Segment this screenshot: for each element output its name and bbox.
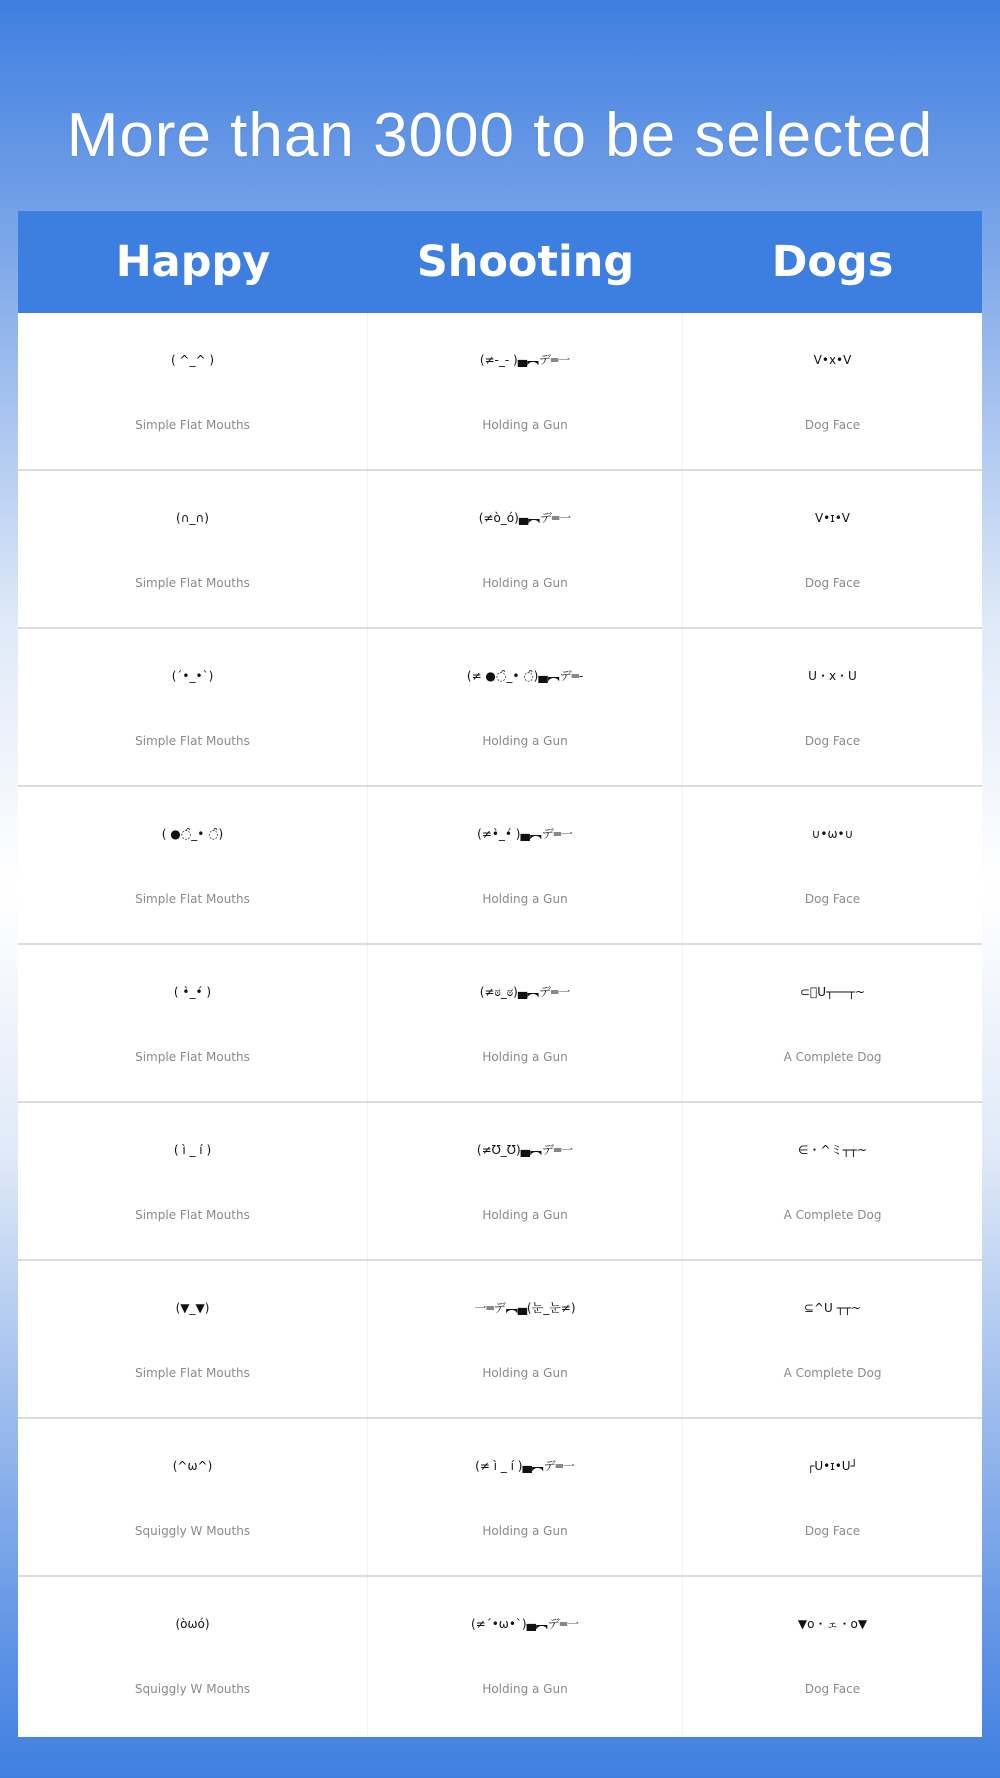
emoticon-cell[interactable]	[683, 1103, 982, 1259]
emoticon-cell[interactable]	[18, 1419, 368, 1575]
headline: More than 3000 to be selected	[66, 101, 934, 170]
emoticon-caption: Dog Face	[804, 892, 861, 906]
emoticon-cell[interactable]	[368, 1103, 683, 1259]
emoticon-cell[interactable]	[368, 945, 683, 1101]
emoticon-caption: Squiggly W Mouths	[134, 1524, 251, 1538]
column-header-shooting[interactable]: Shooting	[416, 237, 635, 287]
emoticon-caption: Simple Flat Mouths	[135, 734, 250, 748]
table-row	[18, 945, 982, 1103]
emoticon-caption: Dog Face	[804, 418, 861, 432]
emoticon-cell[interactable]	[683, 787, 982, 943]
table-row	[18, 1261, 982, 1419]
emoticon-cell[interactable]	[368, 471, 683, 627]
emoticon: (≠ ●◌̑_• ◌̑)▄︻デ═-	[466, 669, 584, 683]
emoticon-cell[interactable]	[683, 629, 982, 785]
emoticon: ( ^_^ )	[170, 353, 215, 367]
emoticon-cell[interactable]	[368, 629, 683, 785]
emoticon: V•ɪ•V	[814, 511, 851, 525]
emoticon: ∈・^ミ┬┬~	[797, 1143, 867, 1157]
emoticon-cell[interactable]	[683, 1577, 982, 1735]
table-row	[18, 1577, 982, 1735]
emoticon-caption: Simple Flat Mouths	[135, 1208, 250, 1222]
emoticon-cell[interactable]	[683, 945, 982, 1101]
table-row	[18, 629, 982, 787]
emoticon-cell[interactable]	[18, 1261, 368, 1417]
emoticon-caption: Simple Flat Mouths	[135, 1366, 250, 1380]
emoticon: ( ì _ í )	[173, 1143, 212, 1157]
emoticon-caption: Dog Face	[804, 734, 861, 748]
emoticon-caption: Holding a Gun	[482, 1524, 568, 1538]
emoticon: ( •̀_•́ )	[173, 985, 212, 999]
emoticon: V•x•V	[813, 353, 852, 367]
emoticon-cell[interactable]	[18, 313, 368, 469]
table-row	[18, 1419, 982, 1577]
emoticon-caption: Holding a Gun	[482, 576, 568, 590]
emoticon-caption: Simple Flat Mouths	[135, 576, 250, 590]
emoticon-cell[interactable]	[18, 945, 368, 1101]
emoticon: 一═デ︻▄(눈_눈≠)	[474, 1301, 576, 1315]
emoticon-cell[interactable]	[18, 629, 368, 785]
emoticon: ⊂ﾟU┬──┬~	[800, 985, 865, 999]
emoticon: (´•_•`)	[171, 669, 214, 683]
table-row	[18, 1103, 982, 1261]
emoticon-cell[interactable]	[368, 313, 683, 469]
table-row	[18, 471, 982, 629]
emoticon-caption: Dog Face	[804, 576, 861, 590]
emoticon-cell[interactable]	[368, 787, 683, 943]
emoticon-caption: Holding a Gun	[482, 734, 568, 748]
emoticon: ▼o・ェ・o▼	[797, 1617, 868, 1631]
emoticon-cell[interactable]	[18, 471, 368, 627]
emoticon-caption: A Complete Dog	[783, 1050, 882, 1064]
emoticon-caption: Simple Flat Mouths	[135, 892, 250, 906]
emoticon: (≠Ʊ_Ʊ)▄︻デ═一	[476, 1143, 574, 1157]
emoticon-cell[interactable]	[683, 471, 982, 627]
emoticon-cell[interactable]	[368, 1577, 683, 1735]
emoticon: (≠ಠ_ಠ)▄︻デ═一	[479, 985, 571, 999]
emoticon-table	[18, 211, 982, 1737]
emoticon-caption: Holding a Gun	[482, 1682, 568, 1696]
emoticon-cell[interactable]	[18, 1577, 368, 1735]
emoticon-cell[interactable]	[18, 787, 368, 943]
emoticon-caption: Simple Flat Mouths	[135, 418, 250, 432]
emoticon: (▼_▼)	[175, 1301, 210, 1315]
emoticon: (≠´•ω•`)▄︻デ═一	[470, 1617, 580, 1631]
emoticon: (≠-_- )▄︻デ═一	[479, 353, 571, 367]
emoticon: (∩_∩)	[176, 511, 209, 525]
emoticon-caption: Holding a Gun	[482, 1208, 568, 1222]
emoticon-caption: Holding a Gun	[482, 418, 568, 432]
emoticon-cell[interactable]	[368, 1419, 683, 1575]
emoticon-caption: Holding a Gun	[482, 1050, 568, 1064]
table-row	[18, 313, 982, 471]
emoticon: (≠ ì _ í )▄︻デ═一	[475, 1459, 575, 1473]
emoticon: (^ω^)	[172, 1459, 213, 1473]
emoticon-caption: Dog Face	[804, 1682, 861, 1696]
emoticon-cell[interactable]	[683, 313, 982, 469]
emoticon-caption: Simple Flat Mouths	[135, 1050, 250, 1064]
emoticon-cell[interactable]	[683, 1419, 982, 1575]
emoticon: (òωó)	[175, 1617, 210, 1631]
table-row	[18, 787, 982, 945]
emoticon: ⊆^U ┬┬~	[803, 1301, 862, 1315]
table-header	[18, 211, 982, 313]
column-header-dogs[interactable]: Dogs	[771, 237, 894, 287]
emoticon: ┌U•ɪ•U┘	[807, 1459, 858, 1473]
emoticon-caption: Holding a Gun	[482, 1366, 568, 1380]
emoticon: (≠ò_ó)▄︻デ═一	[478, 511, 572, 525]
emoticon-caption: Dog Face	[804, 1524, 861, 1538]
emoticon-caption: A Complete Dog	[783, 1366, 882, 1380]
emoticon: (≠•̀_•́ )▄︻デ═一	[477, 827, 573, 841]
emoticon: U・x・U	[808, 669, 857, 683]
emoticon-cell[interactable]	[18, 1103, 368, 1259]
column-header-happy[interactable]: Happy	[115, 237, 271, 287]
emoticon-cell[interactable]	[683, 1261, 982, 1417]
emoticon: ∪•ω•∪	[811, 827, 854, 841]
emoticon-caption: Squiggly W Mouths	[134, 1682, 251, 1696]
emoticon-cell[interactable]	[368, 1261, 683, 1417]
emoticon-caption: A Complete Dog	[783, 1208, 882, 1222]
emoticon: ( ●◌̑_• ◌̑)	[161, 827, 224, 841]
emoticon-caption: Holding a Gun	[482, 892, 568, 906]
